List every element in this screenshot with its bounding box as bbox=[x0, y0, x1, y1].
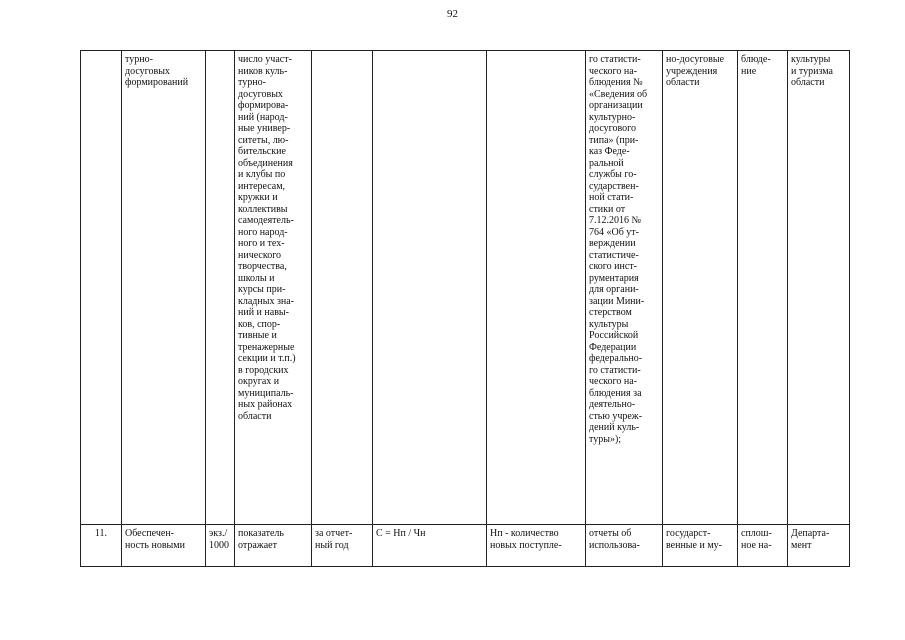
responsible-cell: Департа- мент bbox=[788, 525, 850, 567]
table-row bbox=[81, 51, 850, 525]
unit-cell bbox=[206, 51, 235, 525]
source-cell: го статисти- ческого на- блюдения № «Сведения об организации культурно- досугового типа» (при- каз Феде- ральной службы го- сударствен- ной стати- стики от 7.12.2016 № 764 «Об ут- верждении статистиче- ского инст- рументария для органи- зации Мини- стерством культуры Российской Федерации федерально- го статисти- ческого на- блюдения за деятельно- стью учреж- дений куль- туры»); bbox=[586, 51, 663, 525]
page-number: 92 bbox=[447, 8, 458, 20]
observation-unit-cell: но-досуговые учреждения области bbox=[663, 51, 738, 525]
responsible-cell: культуры и туризма области bbox=[788, 51, 850, 525]
variables-cell bbox=[487, 51, 586, 525]
formula-cell bbox=[373, 51, 487, 525]
indicator-name-cell: Обеспечен- ность новыми bbox=[122, 525, 206, 567]
definition-cell: показатель отражает bbox=[235, 525, 312, 567]
indicator-name-cell: турно- досуговых формирований bbox=[122, 51, 206, 525]
indicator-table bbox=[80, 50, 850, 567]
observation-unit-cell: государст- венные и му- bbox=[663, 525, 738, 567]
period-cell: за отчет- ный год bbox=[312, 525, 373, 567]
source-cell: отчеты об использова- bbox=[586, 525, 663, 567]
unit-cell: экз./ 1000 bbox=[206, 525, 235, 567]
formula-cell: С = Нп / Чн bbox=[373, 525, 487, 567]
table-row bbox=[81, 525, 850, 567]
row-number-cell: 11. bbox=[81, 525, 122, 567]
row-number-cell bbox=[81, 51, 122, 525]
method-cell: сплош- ное на- bbox=[738, 525, 788, 567]
method-cell: блюде- ние bbox=[738, 51, 788, 525]
period-cell bbox=[312, 51, 373, 525]
definition-cell: число участ- ников куль- турно- досуговых формирова- ний (народ- ные универ- ситеты, лю- бительские объединения и клубы по интересам, кружки и коллективы самодеятель- ного народ- ного и тех- нического творчества, школы и курсы при- кладных зна- ний и навы- ков, спор- тивные и тренажерные секции и т.п.) в городских округах и муниципаль- ных районах области bbox=[235, 51, 312, 525]
variables-cell: Нп - количество новых поступле- bbox=[487, 525, 586, 567]
